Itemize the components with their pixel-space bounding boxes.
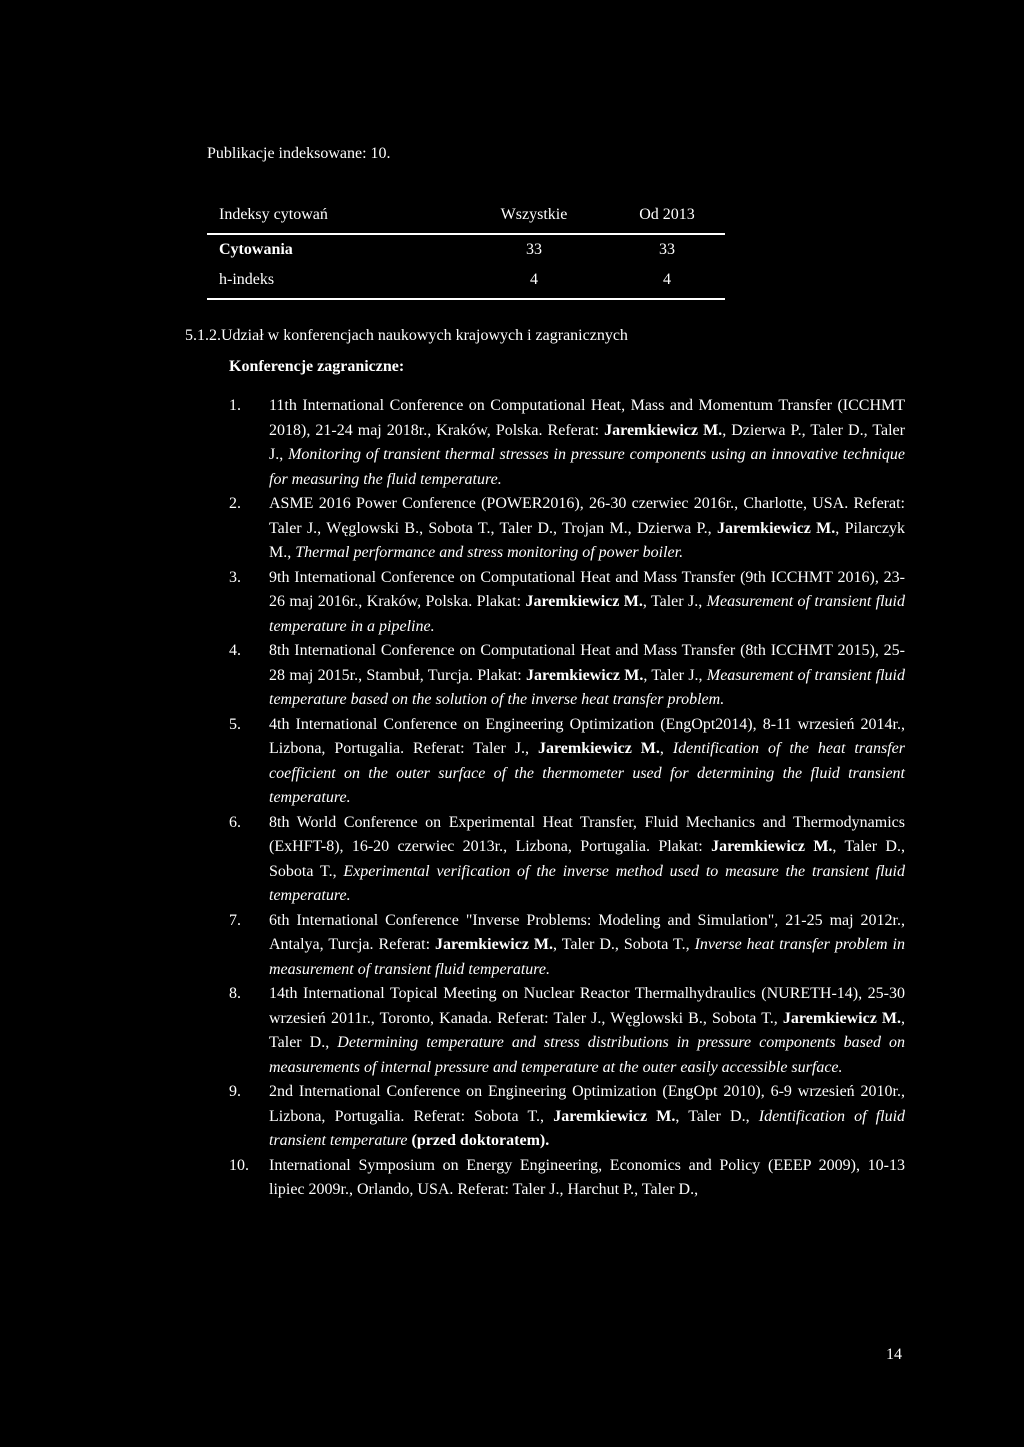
list-item-text bbox=[269, 639, 905, 713]
list-item-number: 10. bbox=[229, 1156, 249, 1174]
list-item-number: 9. bbox=[229, 1083, 241, 1100]
entry-tail: (przed doktoratem). bbox=[407, 1132, 550, 1149]
entry-bold: Jaremkiewicz M. bbox=[553, 1107, 676, 1125]
entry-title: Thermal performance and stress monitoring of power boiler. bbox=[295, 544, 684, 561]
publications-line: Publikacje indeksowane: 10. bbox=[207, 145, 391, 162]
entry-text: 2nd International Conference on Engineering Optimization (EngOpt 2010), 6-9 wrzesień 2010r., Lizbona, Portugalia. Referat: Sobota T., bbox=[269, 1083, 905, 1125]
entry-bold: Jaremkiewicz M. bbox=[526, 666, 644, 684]
list-item-number: 2. bbox=[229, 495, 241, 512]
entry-bold: Jaremkiewicz M. bbox=[604, 421, 723, 439]
entry-bold: Jaremkiewicz M. bbox=[537, 740, 660, 757]
list-item bbox=[229, 811, 905, 909]
conference-list bbox=[229, 394, 905, 1203]
table-cell: 4 bbox=[609, 265, 725, 299]
entry-text: 11th International Conference on Computational Heat, Mass and Momentum Transfer (ICCHMT 2018), 21-24 maj 2018r., Kraków, Polska. Referat: bbox=[269, 397, 905, 439]
header-cell: Od 2013 bbox=[609, 200, 725, 234]
entry-after: , Taler D., Sobota T., bbox=[553, 936, 695, 953]
entry-title: Monitoring of transient thermal stresses in pressure components using an innovative technique for measuring the fluid temperature. bbox=[269, 446, 905, 488]
sub-heading: Konferencje zagraniczne: bbox=[229, 358, 405, 375]
entry-text: 6th International Conference "Inverse Problems: Modeling and Simulation", 21-25 maj 2012r., Antalya, Turcja. Referat: bbox=[269, 911, 905, 953]
list-item bbox=[229, 639, 905, 713]
entry-after: , Taler J., bbox=[643, 666, 707, 684]
entry-text: 4th International Conference on Engineering Optimization (EngOpt2014), 8-11 wrzesień 2014r., Lizbona, Portugalia. Referat: Taler J., bbox=[269, 715, 905, 757]
list-item-text bbox=[269, 492, 905, 566]
section-heading: 5.1.2.Udział w konferencjach naukowych krajowych i zagranicznych bbox=[185, 327, 628, 344]
list-item-number: 6. bbox=[229, 813, 241, 831]
list-item-text bbox=[269, 982, 905, 1080]
list-item-text bbox=[269, 394, 905, 492]
entry-after: , Taler D., Sobota T., bbox=[269, 838, 905, 880]
list-item-number: 5. bbox=[229, 715, 241, 733]
list-item-text bbox=[269, 566, 905, 640]
entry-bold: Jaremkiewicz M. bbox=[711, 838, 833, 855]
list-item-number: 3. bbox=[229, 568, 241, 586]
list-item bbox=[229, 1080, 905, 1154]
list-item bbox=[229, 713, 905, 811]
list-item bbox=[229, 394, 905, 492]
entry-title: Inverse heat transfer problem in measurement of transient fluid temperature. bbox=[269, 936, 905, 978]
list-item bbox=[229, 982, 905, 1080]
entry-title: Measurement of transient fluid temperature in a pipeline. bbox=[269, 593, 906, 635]
list-item-text bbox=[269, 811, 905, 909]
entry-text: 8th World Conference on Experimental Heat Transfer, Fluid Mechanics and Thermodynamics (ExHFT-8), 16-20 czerwiec 2013r., Lizbona, Portugalia. Plakat: bbox=[269, 813, 905, 855]
entry-bold: Jaremkiewicz M. bbox=[435, 936, 554, 953]
list-item-number: 4. bbox=[229, 642, 241, 659]
table-row bbox=[207, 265, 725, 299]
entry-after: , Pilarczyk M., bbox=[269, 519, 905, 561]
citations-table bbox=[207, 200, 725, 300]
entry-after: , Dzierwa P., Taler D., Taler J., bbox=[269, 421, 905, 463]
entry-after: , Taler D., bbox=[675, 1107, 759, 1125]
entry-title: Experimental verification of the inverse method used to measure the transient fluid temperature. bbox=[269, 862, 905, 904]
entry-after: , bbox=[659, 740, 673, 757]
list-item-text bbox=[269, 909, 905, 983]
table-cell: 4 bbox=[459, 265, 609, 299]
entry-title: Identification of fluid transient temperature bbox=[269, 1107, 906, 1149]
table-cell: 33 bbox=[659, 241, 675, 258]
entry-text: 8th International Conference on Computational Heat and Mass Transfer (8th ICCHMT 2015), 25-28 maj 2015r., Stambuł, Turcja. Plakat: bbox=[269, 642, 905, 684]
page-number: 14 bbox=[886, 1346, 902, 1363]
entry-text: 9th International Conference on Computational Heat and Mass Transfer (9th ICCHMT 2016), 23-26 maj 2016r., Kraków, Polska. Plakat: bbox=[269, 568, 905, 610]
row-label: Cytowania bbox=[219, 241, 293, 258]
entry-bold: Jaremkiewicz M. bbox=[716, 519, 836, 537]
list-item-number: 1. bbox=[229, 397, 241, 414]
header-cell: Indeksy cytowań bbox=[207, 200, 459, 234]
header-cell: Wszystkie bbox=[459, 200, 609, 234]
list-item bbox=[229, 492, 905, 566]
table-cell: 33 bbox=[526, 241, 542, 258]
entry-text: 14th International Topical Meeting on Nuclear Reactor Thermalhydraulics (NURETH-14), 25-30 wrzesień 2011r., Toronto, Kanada. Referat: Taler J., Węglowski B., Sobota T., bbox=[269, 985, 905, 1027]
entry-title: Identification of the heat transfer coefficient on the outer surface of the thermometer used for determining the fluid transient temperature. bbox=[269, 740, 906, 806]
table-header-row bbox=[207, 200, 725, 234]
entry-bold: Jaremkiewicz M. bbox=[782, 1009, 901, 1027]
entry-text: ASME 2016 Power Conference (POWER2016), 26-30 czerwiec 2016r., Charlotte, USA. Referat: Taler J., Węglowski B., Sobota T., Taler D., Trojan M., Dzierwa P., bbox=[269, 495, 905, 537]
list-item bbox=[229, 566, 905, 640]
entry-title: Measurement of transient fluid temperature based on the solution of the inverse heat transfer problem. bbox=[269, 666, 905, 708]
entry-title: Determining temperature and stress distributions in pressure components based on measurements of internal pressure and temperature at the outer easily accessible surface. bbox=[269, 1034, 906, 1076]
list-item-text bbox=[269, 713, 905, 811]
table-row bbox=[207, 234, 725, 265]
row-label: h-indeks bbox=[207, 265, 459, 299]
entry-after: , Taler J., bbox=[642, 593, 707, 610]
list-item bbox=[229, 909, 905, 983]
list-item-text bbox=[269, 1080, 905, 1154]
list-item-number: 7. bbox=[229, 911, 241, 929]
entry-text: International Symposium on Energy Engineering, Economics and Policy (EEEP 2009), 10-13 lipiec 2009r., Orlando, USA. Referat: Taler J., Harchut P., Taler D., bbox=[269, 1156, 905, 1198]
list-item-text bbox=[269, 1154, 905, 1203]
list-item-number: 8. bbox=[229, 985, 241, 1002]
entry-bold: Jaremkiewicz M. bbox=[525, 593, 643, 610]
list-item bbox=[229, 1154, 905, 1203]
entry-after: , Taler D., bbox=[269, 1009, 905, 1051]
